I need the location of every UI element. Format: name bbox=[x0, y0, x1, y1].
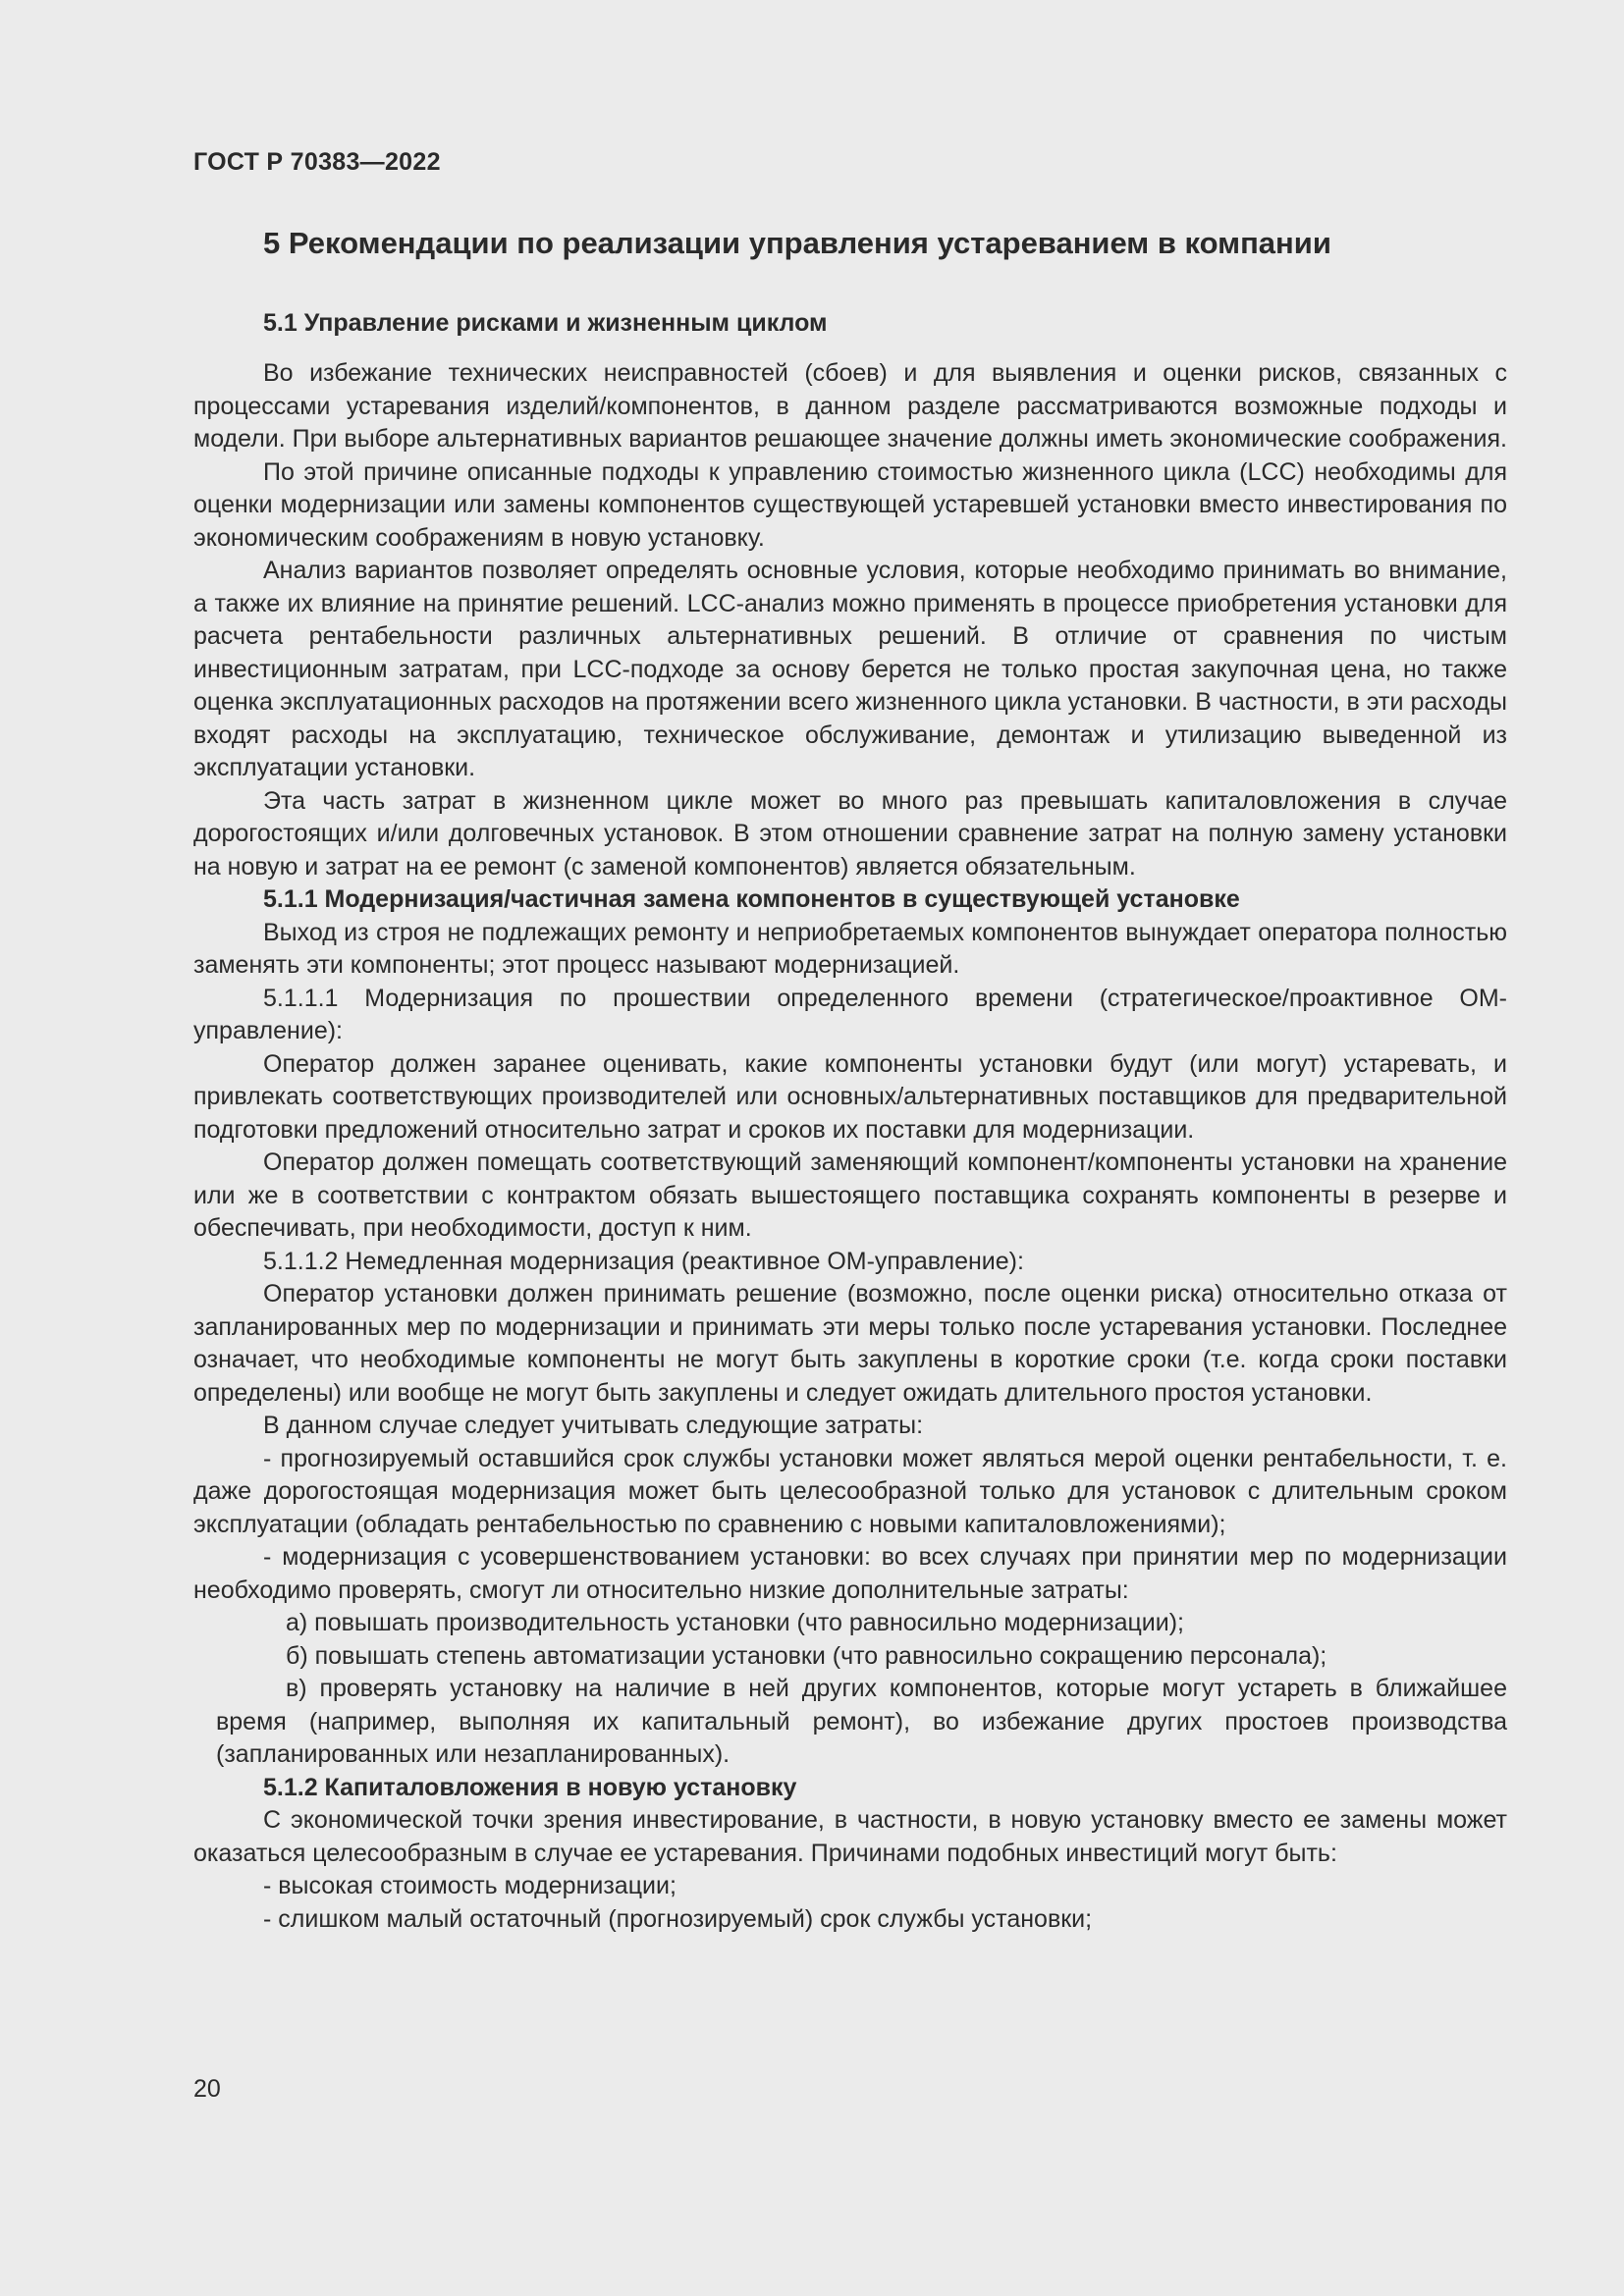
paragraph: В данном случае следует учитывать следующие затраты: bbox=[263, 1412, 924, 1439]
clause-heading: 5.1.1.1 Модернизация по прошествии определенного времени (стратегическое/проактивное ОМ-управление): bbox=[193, 984, 1507, 1044]
paragraph: Оператор должен заранее оценивать, какие компоненты установки будут (или могут) устаревать, и привлекать соответствующих производителей или основных/альтернативных поставщиков для предварительной подготовки предложений относительно затрат и сроков их поставки для модернизации. bbox=[193, 1049, 1507, 1144]
sub-list-item: б) повышать степень автоматизации установки (что равносильно сокращению персонала); bbox=[286, 1641, 1327, 1670]
paragraph: По этой причине описанные подходы к управлению стоимостью жизненного цикла (LCC) необходимы для оценки модернизации или замены компонентов существующей устаревшей установки вместо инвестирования по экономическим соображениям в новую установку. bbox=[193, 457, 1507, 552]
subsection-heading: 5.1.1 Модернизация/частичная замена компонентов в существующей установке bbox=[263, 885, 1240, 913]
paragraph: Выход из строя не подлежащих ремонту и неприобретаемых компонентов вынуждает оператора полностью заменять эти компоненты; этот процесс называют модернизацией. bbox=[193, 918, 1507, 979]
subsection-title: 5.1 Управление рисками и жизненным циклом bbox=[263, 309, 828, 337]
paragraph: Оператор должен помещать соответствующий заменяющий компонент/компоненты установки на хранение или же в соответствии с контрактом обязать вышестоящего поставщика сохранять компоненты в резерве и обеспечивать, при необходимости, доступ к ним. bbox=[193, 1148, 1507, 1242]
subsection-heading: 5.1.2 Капиталовложения в новую установку bbox=[263, 1773, 797, 1801]
paragraph: Анализ вариантов позволяет определять основные условия, которые необходимо принимать во внимание, а также их влияние на принятие решений. LCC-анализ можно применять в процессе приобретения установки для расчета рентабельности различных альтернативных решений. В отличие от сравнения по чистым инвестиционным затратам, при LCC-подходе за основу берется не только простая закупочная цена, но также оценка эксплуатационных расходов на протяжении всего жизненного цикла установки. В частности, в эти расходы входят расходы на эксплуатацию, техническое обслуживание, демонтаж и утилизацию выведенной из эксплуатации установки. bbox=[193, 557, 1507, 781]
paragraph: Эта часть затрат в жизненном цикле может во много раз превышать капиталовложения в случае дорогостоящих и/или долговечных установок. В этом отношении сравнение затрат на полную замену установки на новую и затрат на ее ремонт (с заменой компонентов) является обязательным. bbox=[193, 786, 1507, 881]
clause-heading: 5.1.1.2 Немедленная модернизация (реактивное ОМ-управление): bbox=[263, 1247, 1024, 1275]
document-header: ГОСТ Р 70383—2022 bbox=[193, 148, 441, 176]
paragraph: С экономической точки зрения инвестирование, в частности, в новую установку вместо ее замены может оказаться целесообразным в случае ее устаревания. Причинами подобных инвестиций могут быть: bbox=[193, 1806, 1507, 1867]
list-item: - модернизация с усовершенствованием установки: во всех случаях при принятии мер по модернизации необходимо проверять, смогут ли относительно низкие дополнительные затраты: bbox=[193, 1543, 1507, 1604]
section-title: 5 Рекомендации по реализации управления устареванием в компании bbox=[263, 226, 1331, 260]
paragraph: Во избежание технических неисправностей (сбоев) и для выявления и оценки рисков, связанных с процессами устаревания изделий/компонентов, в данном разделе рассматриваются возможные подходы и модели. При выборе альтернативных вариантов решающее значение должны иметь экономические соображения. bbox=[193, 359, 1507, 453]
sub-list-item: а) повышать производительность установки (что равносильно модернизации); bbox=[286, 1609, 1184, 1636]
list-item: - высокая стоимость модернизации; bbox=[263, 1872, 677, 1899]
body-text bbox=[193, 357, 1507, 1936]
paragraph: Оператор установки должен принимать решение (возможно, после оценки риска) относительно отказа от запланированных мер по модернизации и принимать эти меры только после устаревания установки. Последнее означает, что необходимые компоненты не могут быть закуплены в короткие сроки (т.е. когда сроки поставки определены) или вообще не могут быть закуплены и следует ожидать длительного простоя установки. bbox=[193, 1280, 1507, 1407]
list-item: - слишком малый остаточный (прогнозируемый) срок службы установки; bbox=[263, 1904, 1093, 1933]
page-number: 20 bbox=[193, 2075, 221, 2103]
sub-list-item: в) проверять установку на наличие в ней других компонентов, которые могут устареть в ближайшее время (например, выполняя их капитальный ремонт), во избежание других простоев производства (запланированных или незапланированных). bbox=[216, 1675, 1507, 1768]
list-item: - прогнозируемый оставшийся срок службы установки может являться мерой оценки рентабельности, т. е. даже дорогостоящая модернизация может быть целесообразной только для установок с длительным сроком эксплуатации (обладать рентабельностью по сравнению с новыми капиталовложениями); bbox=[193, 1444, 1507, 1538]
